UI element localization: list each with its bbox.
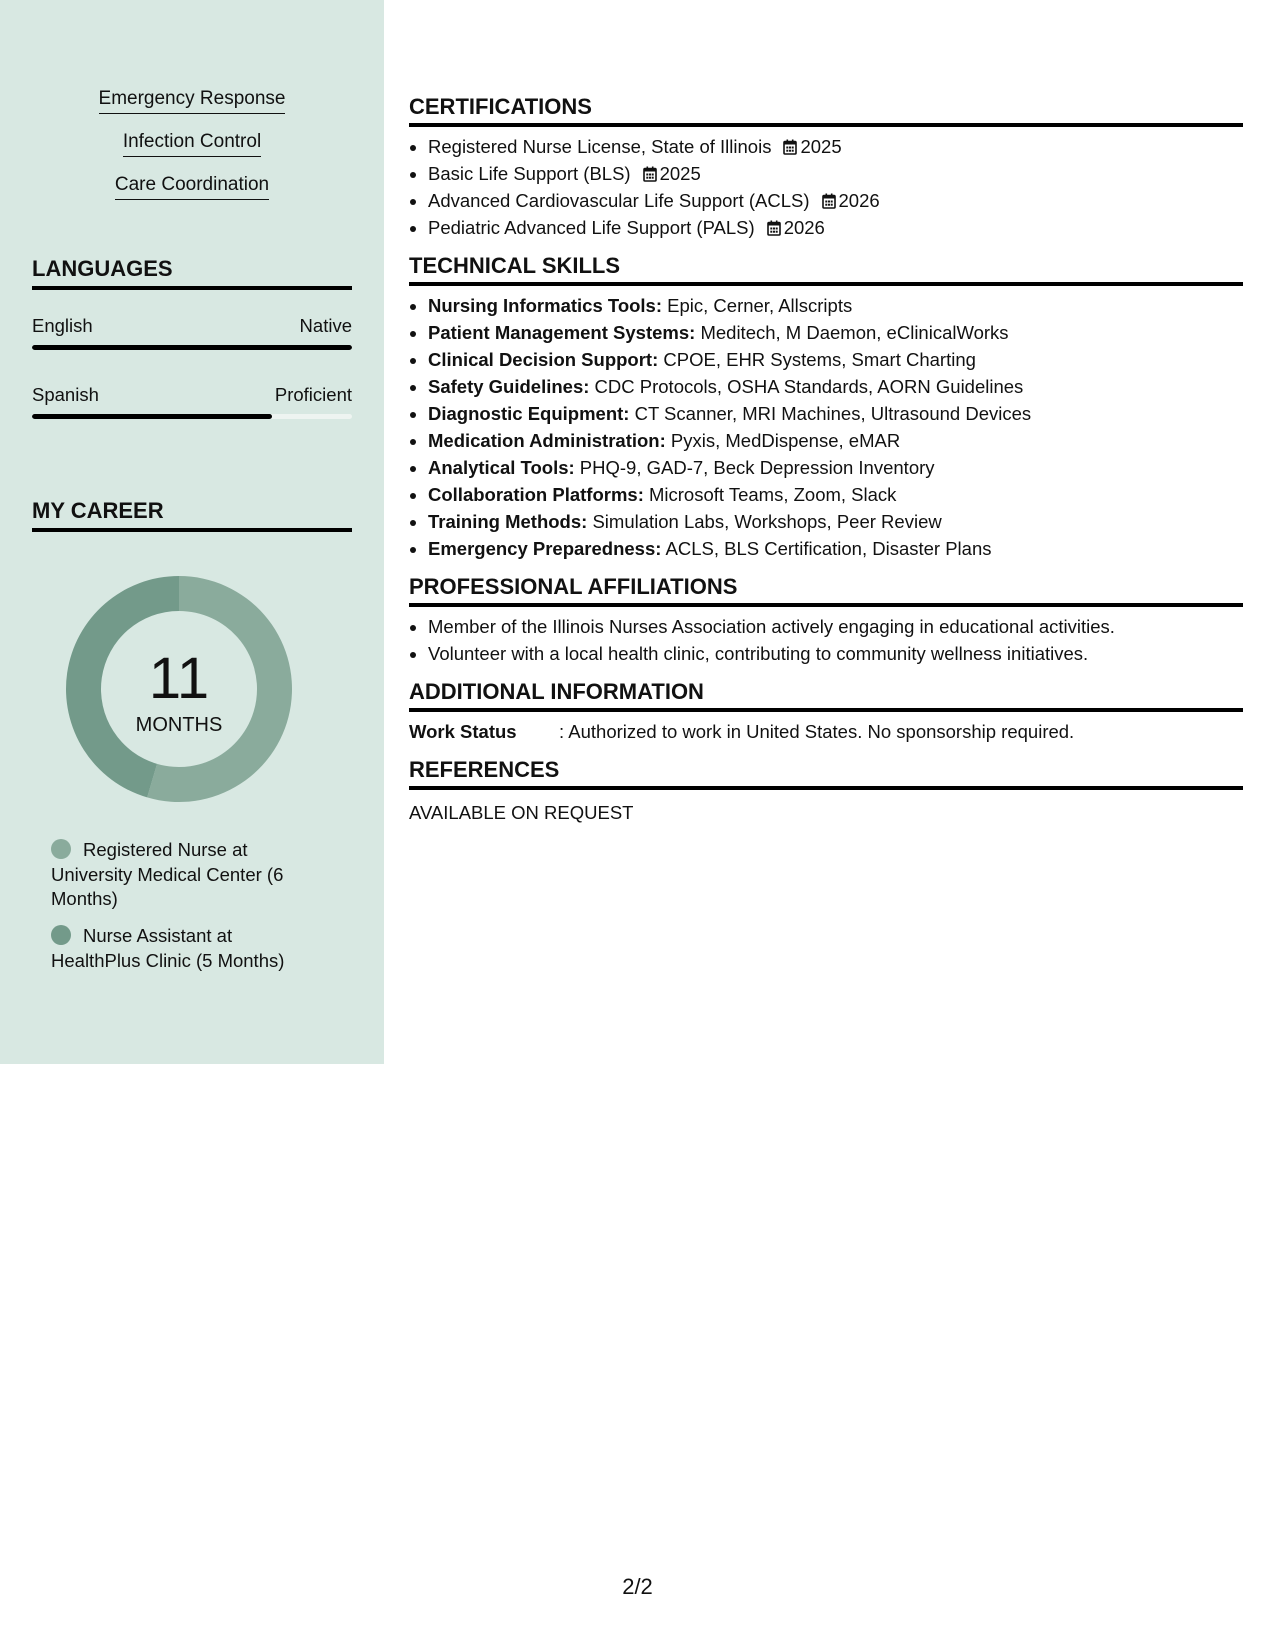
legend-dot-icon: [51, 925, 71, 945]
career-legend-item: [51, 924, 311, 973]
certification-item: [428, 133, 1243, 160]
section-heading: REFERENCES: [409, 757, 1243, 790]
skill-item: [428, 535, 1243, 562]
certification-year: 2026: [838, 190, 880, 211]
skill-item: [428, 292, 1243, 319]
language-proficiency-bar: [32, 345, 352, 350]
skill-label: Safety Guidelines:: [428, 376, 590, 397]
references-text: AVAILABLE ON REQUEST: [409, 802, 634, 823]
certification-name: Advanced Cardiovascular Life Support (ACLS): [428, 190, 810, 211]
career-total-unit: MONTHS: [135, 714, 223, 736]
certification-year: 2025: [800, 136, 842, 157]
language-level: Proficient: [274, 384, 352, 405]
calendar-icon: [767, 220, 781, 236]
career-heading: MY CAREER: [32, 498, 352, 532]
skill-value: Meditech, M Daemon, eClinicalWorks: [700, 322, 1009, 343]
skill-item: [428, 508, 1243, 535]
work-status-label: Work Status: [409, 721, 517, 742]
section-heading: CERTIFICATIONS: [409, 94, 1243, 127]
certifications-list: [409, 133, 1243, 241]
career-legend-item: [51, 838, 311, 912]
main-content: [409, 94, 1243, 838]
work-status-value: : Authorized to work in United States. No sponsorship required.: [559, 721, 1075, 742]
skill-item: [428, 319, 1243, 346]
affiliations-list: [409, 613, 1243, 667]
technical-skills-list: [409, 292, 1243, 562]
language-proficiency-bar: [32, 414, 352, 419]
affiliations-section: [409, 574, 1243, 667]
skill-item: [428, 346, 1243, 373]
skill-label: Clinical Decision Support:: [428, 349, 659, 370]
sidebar: [0, 0, 384, 1064]
section-heading: ADDITIONAL INFORMATION: [409, 679, 1243, 712]
legend-dot-icon: [51, 839, 71, 859]
skill-tags: [0, 88, 384, 217]
language-row: [32, 384, 352, 406]
skill-value: CDC Protocols, OSHA Standards, AORN Guidelines: [594, 376, 1024, 397]
skill-value: Epic, Cerner, Allscripts: [667, 295, 853, 316]
skill-label: Collaboration Platforms:: [428, 484, 644, 505]
skill-item: [428, 481, 1243, 508]
skill-tag: Emergency Response: [99, 88, 286, 114]
skill-value: CPOE, EHR Systems, Smart Charting: [663, 349, 976, 370]
language-proficiency-fill: [32, 414, 272, 419]
skill-value: Microsoft Teams, Zoom, Slack: [649, 484, 897, 505]
language-name: English: [32, 315, 93, 336]
skill-value: ACLS, BLS Certification, Disaster Plans: [665, 538, 992, 559]
page-number: 2/2: [622, 1574, 653, 1599]
certification-item: [428, 187, 1243, 214]
certification-name: Registered Nurse License, State of Illinois: [428, 136, 772, 157]
references-section: [409, 757, 1243, 826]
languages-heading: LANGUAGES: [32, 256, 352, 290]
calendar-icon: [822, 193, 836, 209]
skill-value: Simulation Labs, Workshops, Peer Review: [592, 511, 942, 532]
language-row: [32, 315, 352, 337]
skill-item: [428, 454, 1243, 481]
language-level: Native: [299, 315, 352, 336]
language-name: Spanish: [32, 384, 99, 405]
additional-info-section: [409, 679, 1243, 745]
skill-label: Diagnostic Equipment:: [428, 403, 630, 424]
skill-tag: Care Coordination: [115, 174, 269, 200]
certification-name: Basic Life Support (BLS): [428, 163, 631, 184]
skill-value: Pyxis, MedDispense, eMAR: [670, 430, 901, 451]
career-legend-label: Registered Nurse at University Medical Center (6 Months): [51, 839, 284, 909]
section-heading: PROFESSIONAL AFFILIATIONS: [409, 574, 1243, 607]
skill-tag: Infection Control: [123, 131, 261, 157]
certification-item: [428, 214, 1243, 241]
certification-year: 2025: [659, 163, 701, 184]
skill-value: CT Scanner, MRI Machines, Ultrasound Devices: [634, 403, 1032, 424]
skill-item: [428, 427, 1243, 454]
skill-item: [428, 400, 1243, 427]
skill-label: Analytical Tools:: [428, 457, 575, 478]
section-heading: TECHNICAL SKILLS: [409, 253, 1243, 286]
skill-label: Patient Management Systems:: [428, 322, 696, 343]
work-status-row: [409, 718, 1243, 745]
calendar-icon: [643, 166, 657, 182]
certification-item: [428, 160, 1243, 187]
skill-label: Nursing Informatics Tools:: [428, 295, 663, 316]
calendar-icon: [783, 139, 797, 155]
certifications-section: [409, 94, 1243, 241]
affiliation-item: • Volunteer with a local health clinic, contributing to community wellness initiatives.: [428, 640, 1243, 667]
technical-skills-section: [409, 253, 1243, 562]
skill-item: [428, 373, 1243, 400]
certification-year: 2026: [783, 217, 825, 238]
skill-label: Medication Administration:: [428, 430, 666, 451]
affiliation-item: • Member of the Illinois Nurses Association actively engaging in educational activities.: [428, 613, 1243, 640]
career-total-number: 11: [148, 646, 210, 711]
career-legend-label: Nurse Assistant at HealthPlus Clinic (5 Months): [51, 925, 285, 971]
skill-value: PHQ-9, GAD-7, Beck Depression Inventory: [579, 457, 935, 478]
skill-label: Emergency Preparedness:: [428, 538, 662, 559]
language-proficiency-fill: [32, 345, 352, 350]
certification-name: Pediatric Advanced Life Support (PALS): [428, 217, 755, 238]
skill-label: Training Methods:: [428, 511, 588, 532]
